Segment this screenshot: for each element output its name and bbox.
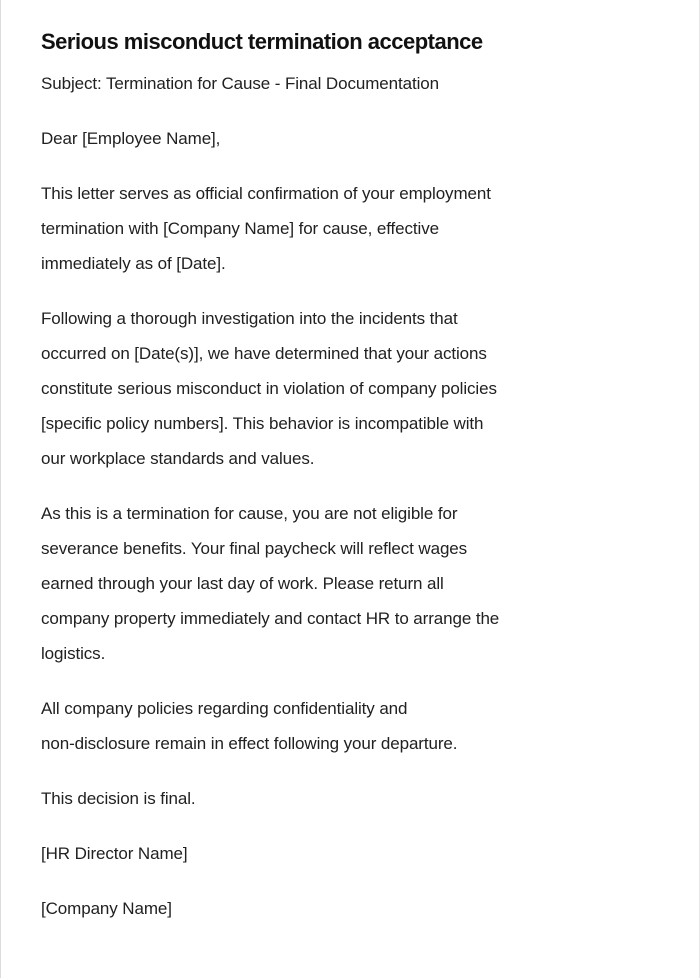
subject-line: Subject: Termination for Cause - Final Documentation [41, 74, 439, 93]
paragraph-line: earned through your last day of work. Please return all [41, 574, 444, 593]
paragraph-line: occurred on [Date(s)], we have determined that your actions [41, 344, 487, 363]
paragraph-line: [specific policy numbers]. This behavior is incompatible with [41, 414, 484, 433]
paragraph-line: logistics. [41, 644, 106, 663]
paragraph-severance [41, 496, 659, 671]
paragraph-line: severance benefits. Your final paycheck will reflect wages [41, 539, 468, 558]
paragraph-investigation [41, 301, 659, 476]
paragraph-line: our workplace standards and values. [41, 449, 315, 468]
paragraph-line: immediately as of [Date]. [41, 254, 226, 273]
paragraph-line: All company policies regarding confidentiality and [41, 699, 408, 718]
signature-hr-director: [HR Director Name] [41, 844, 188, 863]
paragraph-line: As this is a termination for cause, you are not eligible for [41, 504, 458, 523]
paragraph-line: company property immediately and contact HR to arrange the [41, 609, 500, 628]
paragraph-confidentiality [41, 691, 659, 761]
paragraph-line: non-disclosure remain in effect following your departure. [41, 734, 458, 753]
signature-company: [Company Name] [41, 899, 172, 918]
letter-content [1, 0, 699, 966]
salutation: Dear [Employee Name], [41, 129, 221, 148]
page-title: Serious misconduct termination acceptance [41, 29, 483, 54]
closing-line: This decision is final. [41, 789, 196, 808]
paragraph-line: Following a thorough investigation into the incidents that [41, 309, 458, 328]
paragraph-confirmation [41, 176, 659, 281]
paragraph-line: This letter serves as official confirmation of your employment [41, 184, 491, 203]
paragraph-line: constitute serious misconduct in violation of company policies [41, 379, 497, 398]
paragraph-line: termination with [Company Name] for cause, effective [41, 219, 439, 238]
